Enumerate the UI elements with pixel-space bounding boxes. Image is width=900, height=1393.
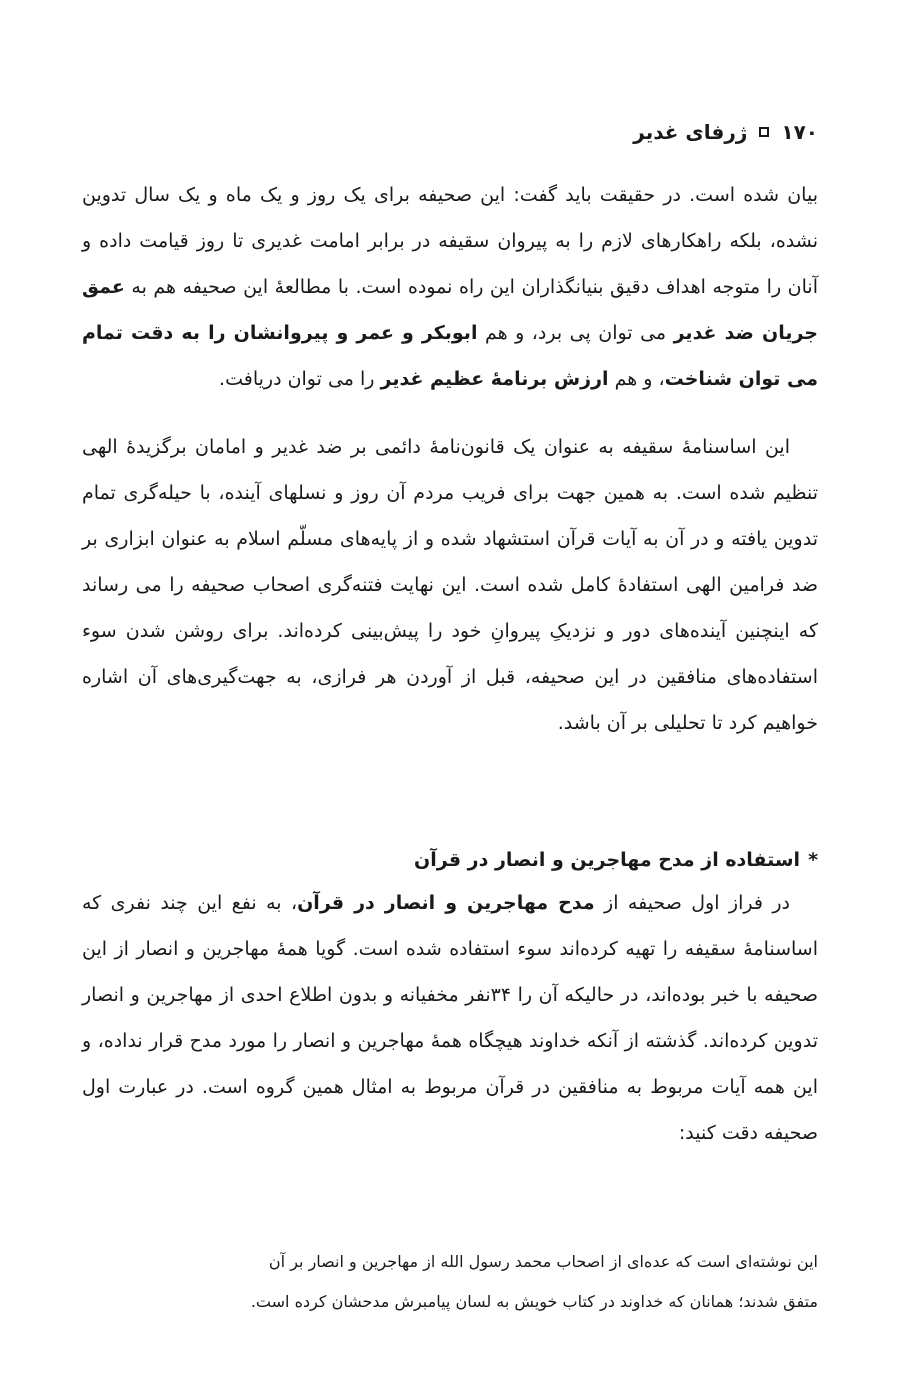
paragraph-1-bold-c: ارزش برنامهٔ عظیم غدیر (380, 368, 609, 390)
paragraph-1 (82, 172, 818, 402)
paragraph-1-bold-b: ابوبکر و عمر و پیروانشان را به دقت تمام می توان شناخت (82, 322, 818, 390)
quoted-excerpt-line-1: این نوشته‌ای است که عده‌ای از اصحاب محمد رسول الله از مهاجرین و انصار بر آن (268, 1252, 818, 1271)
asterisk-icon: * (808, 849, 818, 871)
paragraph-3-text-a: در فراز اول صحیفه از (594, 892, 790, 914)
paragraph-1-text-b: می توان پی برد، و هم (477, 322, 674, 344)
paragraph-3-text-b: ، به نفع این چند نفری که اساسنامهٔ سقیفه را تهیه کرده‌اند سوء استفاده شده است. گویا همهٔ مهاجرین و انصار از این صحیفه با خبر بوده‌اند، در حالیکه آن را ۳۴نفر مخفیانه و بدون اطلاع احدی از مهاجرین و انصار تدوین کرده‌اند. گذشته از آنکه خداوند هیچگاه همهٔ مهاجرین و انصار را مورد مدح قرار نداده، و این همه آیات مربوط به منافقین در قرآن مربوط به امثال همین گروه است. در عبارت اول صحیفه دقت کنید: (82, 892, 819, 1144)
paragraph-1-text-c: ، و هم (608, 368, 665, 390)
paragraph-2-text: این اساسنامهٔ سقیفه به عنوان یک قانون‌نامهٔ دائمی بر ضد غدیر و امامان برگزیدهٔ الهی تنظیم شده است. به همین جهت برای فریب مردم آن روز و نسلهای آینده، با حیله‌گری تمام تدوین یافته و در آن به آیات قرآن استشهاد شده و از پایه‌های مسلّم اسلام به عنوان ابزاری بر ضد فرامین الهی استفادهٔ کامل شده است. این نهایت فتنه‌گری اصحاب صحیفه را می رساند که اینچنین آینده‌های دور و نزدیکِ پیروانِ خود را پیش‌بینی کرده‌اند. برای روشن شدن سوء استفاده‌های منافقین در این صحیفه، قبل از آوردن هر فرازی، به جهت‌گیری‌های آن اشاره خواهیم کرد تا تحلیلی بر آن باشد. (82, 436, 818, 734)
page-number: ۱۷۰ (781, 120, 818, 144)
section-heading (82, 840, 818, 880)
running-header (82, 112, 818, 152)
paragraph-2 (82, 424, 818, 746)
section-heading-text: استفاده از مدح مهاجرین و انصار در قرآن (414, 849, 801, 871)
quoted-excerpt (200, 1242, 818, 1322)
paragraph-1-bold-a: عمق جریان ضد غدیر (82, 276, 818, 344)
paragraph-3 (82, 880, 818, 1156)
paragraph-3-bold-a: مدح مهاجرین و انصار در قرآن (297, 892, 595, 914)
paragraph-1-text-d: را می توان دریافت. (219, 368, 381, 390)
book-title: ژرفای غدیر (633, 120, 748, 144)
square-separator-icon (759, 127, 769, 137)
quoted-excerpt-line-2: متفق شدند؛ همانان که خداوند در کتاب خویش به لسان پیامبرش مدحشان کرده است. (250, 1292, 818, 1311)
paragraph-1-text-a: بیان شده است. در حقیقت باید گفت: این صحیفه برای یک روز و یک ماه و یک سال تدوین نشده، بلکه راهکارهای لازم را به پیروان سقیفه در برابر امامت غدیری تا روز قیامت داده و آنان را متوجه اهداف دقیق بنیانگذاران این راه نموده است. با مطالعهٔ این صحیفه هم به (82, 184, 818, 298)
